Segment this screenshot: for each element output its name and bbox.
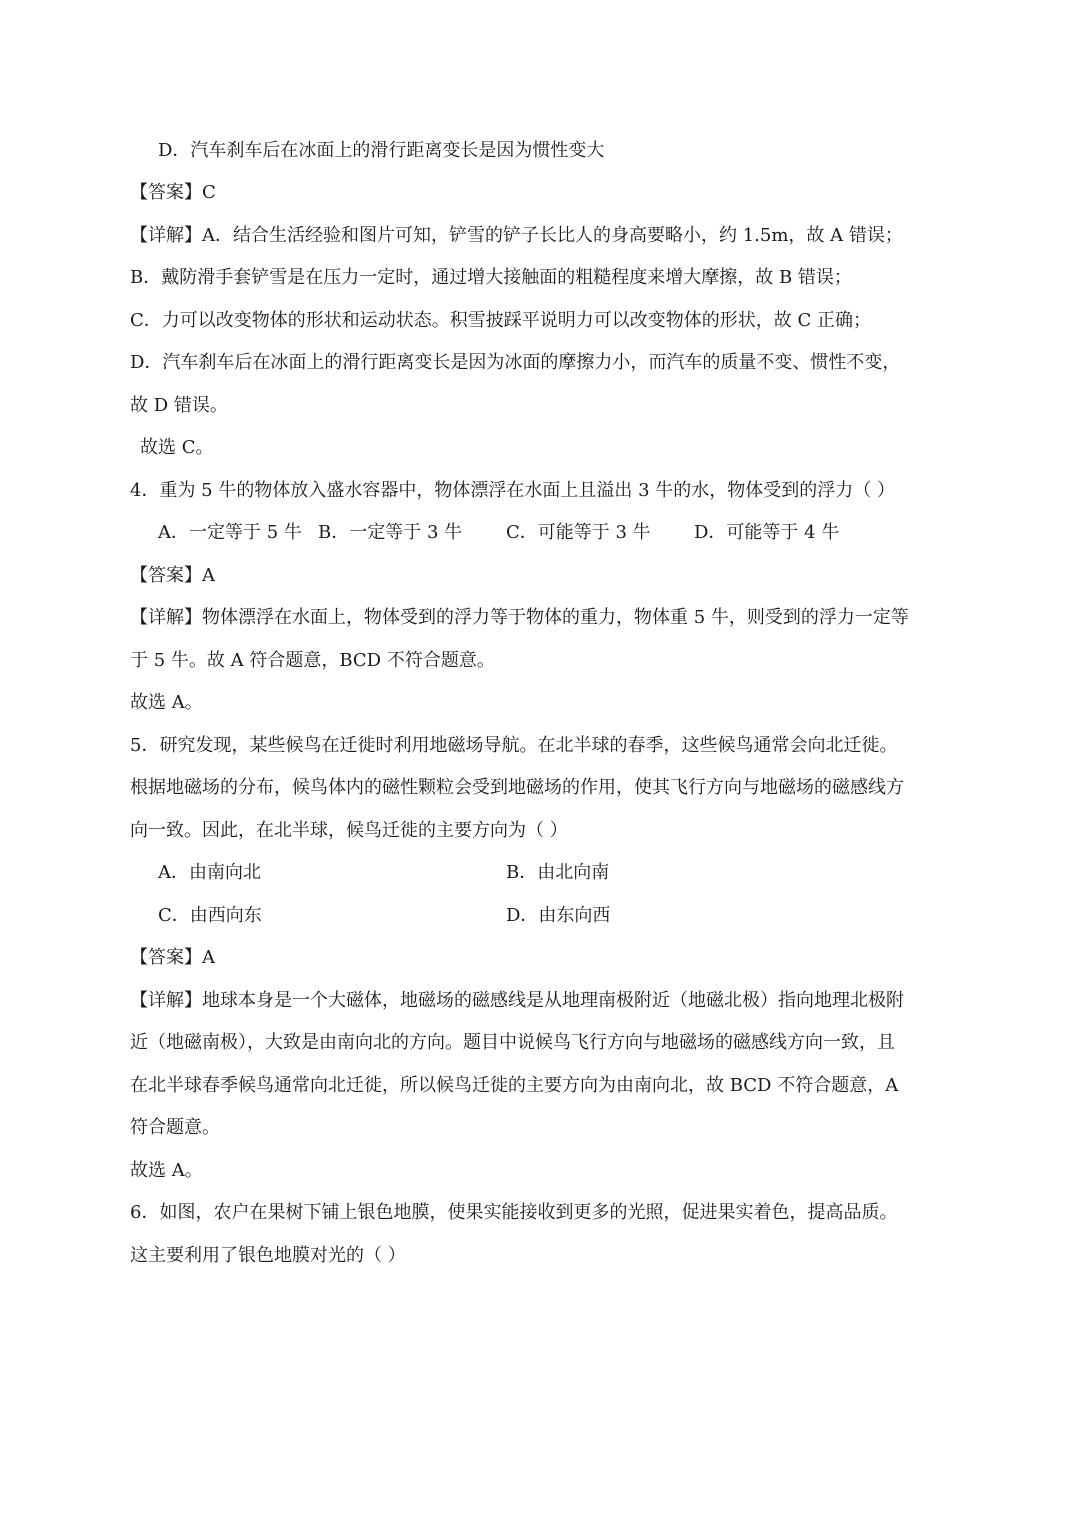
q5-stem-1: 5．研究发现，某些候鸟在迁徙时利用地磁场导航。在北半球的春季，这些候鸟通常会向北迁徙。 bbox=[130, 735, 898, 756]
q3-detail-3: C．力可以改变物体的形状和运动状态。积雪披踩平说明力可以改变物体的形状，故 C 正确； bbox=[130, 310, 871, 331]
q5-detail-3: 在北半球春季候鸟通常向北迁徙，所以候鸟迁徙的主要方向为由南向北，故 BCD 不符合题意，A bbox=[130, 1075, 899, 1096]
q5-option-b: B．由北向南 bbox=[506, 862, 610, 883]
q3-conclusion: 故选 C。 bbox=[140, 437, 214, 458]
q4-stem: 4．重为 5 牛的物体放入盛水容器中，物体漂浮在水面上且溢出 3 牛的水，物体受到的浮力（ ） bbox=[130, 480, 895, 501]
q4-option-d: D．可能等于 4 牛 bbox=[694, 522, 840, 543]
q3-option-d: D．汽车刹车后在冰面上的滑行距离变长是因为惯性变大 bbox=[158, 140, 605, 161]
q5-option-a: A．由南向北 bbox=[158, 862, 261, 883]
q5-detail-4: 符合题意。 bbox=[130, 1117, 220, 1138]
q4-option-c: C．可能等于 3 牛 bbox=[506, 522, 651, 543]
q4-detail-2: 于 5 牛。故 A 符合题意，BCD 不符合题意。 bbox=[130, 650, 495, 671]
q4-detail-1: 【详解】物体漂浮在水面上，物体受到的浮力等于物体的重力，物体重 5 牛，则受到的浮力一定等 bbox=[130, 607, 909, 628]
q4-option-b: B．一定等于 3 牛 bbox=[318, 522, 463, 543]
q5-stem-2: 根据地磁场的分布，候鸟体内的磁性颗粒会受到地磁场的作用，使其飞行方向与地磁场的磁感线方 bbox=[130, 777, 904, 798]
q5-stem-3: 向一致。因此，在北半球，候鸟迁徙的主要方向为（ ） bbox=[130, 820, 568, 841]
q5-option-d: D．由东向西 bbox=[506, 905, 611, 926]
q5-detail-2: 近（地磁南极），大致是由南向北的方向。题目中说候鸟飞行方向与地磁场的磁感线方向一致，且 bbox=[130, 1032, 895, 1053]
q5-conclusion: 故选 A。 bbox=[130, 1160, 203, 1181]
q3-answer: 【答案】C bbox=[130, 182, 216, 203]
q4-conclusion: 故选 A。 bbox=[130, 692, 203, 713]
q5-answer: 【答案】A bbox=[130, 947, 215, 968]
q5-option-c: C．由西向东 bbox=[158, 905, 262, 926]
q3-detail-4: D．汽车刹车后在冰面上的滑行距离变长是因为冰面的摩擦力小，而汽车的质量不变、惯性不变， bbox=[130, 352, 901, 373]
q6-stem-1: 6．如图，农户在果树下铺上银色地膜，使果实能接收到更多的光照，促进果实着色，提高品质。 bbox=[130, 1202, 898, 1223]
q3-detail-1: 【详解】A．结合生活经验和图片可知，铲雪的铲子长比人的身高要略小，约 1.5m，故 A 错误； bbox=[130, 225, 903, 246]
q6-stem-2: 这主要利用了银色地膜对光的（ ） bbox=[130, 1245, 406, 1266]
q3-detail-2: B．戴防滑手套铲雪是在压力一定时，通过增大接触面的粗糙程度来增大摩擦，故 B 错误； bbox=[130, 267, 852, 288]
q3-detail-5: 故 D 错误。 bbox=[130, 395, 228, 416]
q4-answer: 【答案】A bbox=[130, 565, 215, 586]
q4-option-a: A．一定等于 5 牛 bbox=[158, 522, 302, 543]
q5-detail-1: 【详解】地球本身是一个大磁体，地磁场的磁感线是从地理南极附近（地磁北极）指向地理北极附 bbox=[130, 990, 904, 1011]
